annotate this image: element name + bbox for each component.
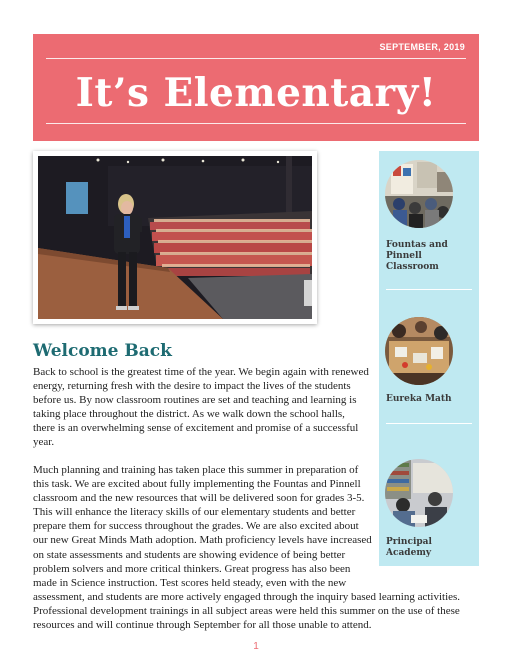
banner-bottom-rule [46, 123, 466, 124]
sidebar-divider [386, 423, 472, 424]
article-paragraph-2: Much planning and training has taken place this summer in preparation of this task. We are excited about fully implementing the Fountas and Pinnell classroom and the new resources that will be delivered soon for grades 3-5. This will enhance the literacy skills of our elementary students and better prepare them for success throughout the grades. We are also excited about our new Great Minds Math adoption. Math proficiency levels have increased on state assessments and students are showing evidence of being better problem solvers and more critical thinkers. Great progress has also been made in Science instruction. Test scores held steady, even with the new assessment, and students are more actively engaged through the inquiry based learning activities. Professional development trainings in all subject areas were held this summer on the use of these resources and will continue through September for all those unable to attend. [33, 464, 461, 632]
issue-date: SEPTEMBER, 2019 [379, 42, 465, 52]
article-heading: Welcome Back [33, 341, 172, 361]
article-paragraph-1: Back to school is the greatest time of the year. We begin again with renewed energy, returning fresh with the desire to impact the lives of the students before us. By now classroom routines are set and teaching and learning is taking place throughout the district. As we walk down the school halls, there is an overwhelming sense of excitement and promise of a successful year. [33, 366, 369, 449]
sidebar-caption-principal-academy: Principal Academy [386, 537, 432, 558]
eureka-math-photo [385, 317, 453, 385]
page-number: 1 [253, 641, 259, 652]
sidebar-caption-eureka-math: Eureka Math [386, 394, 452, 404]
sidebar-divider [386, 289, 472, 290]
newsletter-title: It’s Elementary! [75, 70, 437, 116]
classroom-photo [385, 160, 453, 228]
masthead-banner [33, 34, 479, 141]
main-photo [33, 151, 317, 324]
assembly-photo-illustration [38, 156, 312, 319]
sidebar-caption-fountas-pinnell: Fountas and Pinnell Classroom [386, 240, 448, 272]
banner-top-rule [46, 58, 466, 59]
